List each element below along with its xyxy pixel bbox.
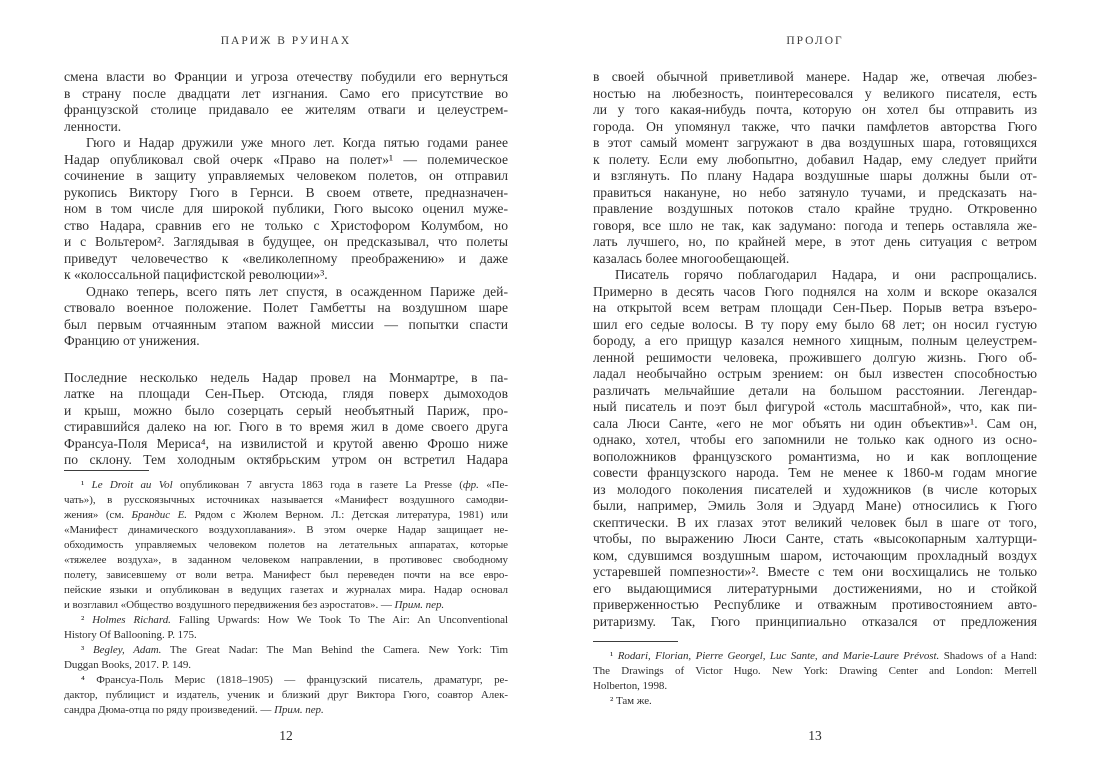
text-line: Гюго и Надар дружили уже много лет. Когда пятью годами ранее: [86, 135, 508, 150]
footnotes: [593, 649, 1037, 709]
page-number: 12: [279, 728, 293, 743]
italic-segment: Begley, Adam.: [92, 644, 162, 656]
footnote-line: пейские языки и опубликован в ведущих газетах и журналах мира. Надар основал: [64, 584, 508, 596]
text-line: рукопись Виктору Гюго в Гернси. В своем ответе, предназначен-: [64, 184, 508, 200]
text-line: лать лучшего, но, по крайней мере, в этот день ситуация с ветром: [593, 234, 1037, 249]
footnotes: [64, 478, 508, 718]
text-line: сочинение в защиту управляемых человеком полетов, он отправил: [64, 168, 508, 183]
footnote-line: ³ Begley, Adam. The Great Nadar: The Man Behind the Camera. New York: Tim: [81, 644, 508, 656]
footnote-line: History Of Ballooning. P. 175.: [64, 629, 197, 641]
text-line: Надар опубликовал свой очерк «Право на полет»¹ — полемическое: [64, 151, 508, 167]
text-line: скептически. В их глазах этот великий человек был в шаге от того,: [593, 514, 1037, 530]
footnote-line: жения» (см. Брандис Е. Рядом с Жюлем Верном. Л.: Детская литература, 1981) или: [64, 509, 508, 521]
text-line: на открытой всем ветрам площади Сен-Пьер. Порыв ветра взъеро-: [593, 300, 1037, 315]
text-line: правление воздушных потоков стало крайне трудно. Откровенно: [593, 201, 1037, 216]
text-line: казалась более многообещающей.: [593, 250, 790, 266]
text-line: совести французского народа. Тем не менее к 1860-м годам многие: [593, 465, 1037, 480]
text-line: в этот самый момент загружают в два воздушных шара, готовящихся: [593, 135, 1037, 150]
italic-segment: Rodari, Florian, Pierre Georgel, Luc Sante, and Marie-Laure Prévost.: [617, 650, 940, 662]
text-line: ленности.: [64, 118, 122, 134]
text-line: ство Надара, сравнив его не только с Христофором Колумбом, но: [64, 217, 508, 233]
italic-segment: Holmes Richard.: [92, 614, 171, 626]
footnote-line: полету, зависевшему от воли ветра. Манифест был переведен почти на все евро-: [64, 569, 508, 581]
text-line: однако, хотел, чтобы его запомнили не только как одного из осно-: [593, 432, 1037, 447]
page-body: [593, 69, 1037, 630]
text-line: различать мельчайшие детали на большом расстоянии. Легендар-: [593, 382, 1037, 398]
footnote-line: The Drawings of Victor Hugo. New York: Drawing Center and London: Merrell: [593, 665, 1037, 677]
text-line: говоря, все шло не так, как задумано: погода и теперь оставляла же-: [593, 217, 1037, 233]
footnote-rule: [64, 470, 149, 471]
text-line: ном в том числе для широкой публики, Гюго высоко оценил муже-: [64, 201, 508, 216]
text-line: сала Люси Санте, «его не мог объять ни один объектив»¹. Сам он,: [593, 415, 1037, 431]
footnote-line: обходимость управляемых человеком полетов на летательных аппаратах, которые: [64, 539, 508, 551]
page-body: [64, 69, 508, 469]
footnote: [64, 643, 508, 673]
text-line: в страну после двадцати лет изгнания. Само его присутствие во: [64, 85, 508, 101]
text-line: ритаризму. Так, Гюго принципиально отказался от предложения: [593, 613, 1037, 629]
page-right: [593, 0, 1037, 783]
text-line: ли у того какая-нибудь почта, которую он хотел бы отправить из: [593, 102, 1037, 117]
paragraph: [64, 284, 508, 350]
text-line: шил его седые волосы. В ту пору ему было 68 лет; он носил густую: [593, 316, 1037, 332]
footnote-block: [64, 470, 508, 718]
italic-segment: Прим. пер.: [394, 599, 445, 611]
text-line: смена власти во Франции и угроза отечеству побудили его вернуться: [64, 69, 508, 84]
text-line: латке на площади Сен-Пьер. Отсюда, глядя поверх дымоходов: [64, 386, 508, 401]
text-line: ком, сдувшимся воздушным шаром, источающим прохладный воздух: [593, 547, 1037, 563]
paragraph: [64, 135, 508, 284]
text-line: Франсуа-Поля Мериса⁴, на извилистой и крутой авеню Фрошо ниже: [64, 435, 508, 451]
italic-segment: Прим. пер.: [274, 704, 324, 716]
footnote: [64, 613, 508, 643]
text-line: Писатель горячо поблагодарил Надара, и они распрощались.: [615, 267, 1037, 282]
text-line: Примерно в десять часов Гюго поднялся на холм и вскоре оказался: [593, 283, 1037, 299]
footnote-line: дактор, публицист и издатель, ученик и близкий друг Виктора Гюго, соавтор Алек-: [64, 689, 508, 701]
running-head: ПАРИЖ В РУИНАХ: [220, 35, 352, 47]
footnote-line: и возглавил «Общество воздушного передвижения без аэростатов». — Прим. пер.: [64, 599, 445, 611]
text-line: ленной решимости человека, прожившего долгую жизнь. Гюго об-: [593, 349, 1037, 365]
text-line: бороду, а его прищур казался немного хищным, полным целеустрем-: [593, 333, 1037, 348]
footnote-line: «тяжелее воздуха», в заданном человеком направлении, в противовес свободному: [64, 554, 508, 566]
text-line: были, например, Эмиль Золя и Эдуард Мане) относились к Гюго: [593, 498, 1037, 513]
footnote-line: «Манифест динамического воздухоплавания». В этом очерке Надар защищает не-: [64, 524, 508, 536]
text-line: правиться накануне, но небо затянуло тучами, и предсказать на-: [593, 184, 1037, 200]
text-line: из молодого поколения писателей и художников (в числе которых: [593, 481, 1037, 497]
footnote: [593, 694, 1037, 709]
italic-segment: Брандис Е.: [131, 509, 188, 521]
text-line: города. Он упомянул также, что пачки памфлетов авторства Гюго: [593, 118, 1037, 134]
text-line: был первым отчаянным этапом важной миссии — попытки спасти: [64, 316, 508, 332]
footnote: [64, 673, 508, 718]
paragraph: [64, 370, 508, 469]
text-line: и крыш, можно было созерцать серый необъятный Париж, про-: [64, 402, 508, 418]
text-line: Францию от унижения.: [64, 333, 200, 348]
text-line: ный писатель и поэт был фигурой «столь масштабной», что, как пи-: [593, 399, 1037, 414]
text-line: приведут человечество к «великолепному преображению» и даже: [64, 250, 508, 266]
footnote-block: [593, 641, 1037, 709]
text-line: Последние несколько недель Надар провел на Монмартре, в па-: [64, 369, 508, 385]
text-line: ностью на любезность, поинтересовался у великого писателя, есть: [593, 85, 1037, 101]
text-line: устаревшей помпезности»². Вместе с тем они восхищались не только: [593, 564, 1037, 579]
text-line: и с Вольтером². Заглядывая в будущее, он предсказывал, что полеты: [64, 234, 508, 249]
text-line: ствовало военное положение. Полет Гамбетты на воздушном шаре: [64, 300, 508, 315]
text-line: стиравшийся далеко на юг. Гюго в то время жил в доме своего друга: [64, 419, 508, 434]
text-line: по склону. Тем холодным октябрьским утром он встретил Надара: [64, 452, 508, 467]
text-line: чтобы, по выражению Люси Санте, стать «высокопарным халтурщи-: [593, 531, 1037, 546]
paragraph: [593, 69, 1037, 267]
footnote-rule: [593, 641, 678, 642]
footnote-line: Duggan Books, 2017. P. 149.: [64, 659, 191, 671]
footnote-line: ¹ Rodari, Florian, Pierre Georgel, Luc Sante, and Marie-Laure Prévost. Shadows of a Hand:: [610, 650, 1037, 662]
text-line: приверженностью Республике и отважным противостоянием авто-: [593, 597, 1037, 612]
footnote-line: Holberton, 1998.: [593, 680, 668, 692]
footnote-line: ² Там же.: [610, 695, 652, 707]
footnote-line: ¹ Le Droit au Vol опубликован 7 августа 1863 года в газете La Presse (фр. «Пе-: [81, 479, 508, 491]
footnote-line: сандра Дюма-отца по ряду произведений. — Прим. пер.: [64, 704, 324, 716]
italic-segment: Le Droit au Vol: [91, 479, 173, 491]
footnote-line: чать»), в русскоязычных источниках называется «Манифест воздушного самодви-: [64, 494, 508, 506]
paragraph: [593, 267, 1037, 630]
text-line: к полету. Если ему любопытно, добавил Надар, ему следует прийти: [593, 151, 1037, 167]
text-line: в своей обычной приветливой манере. Надар же, отвечая любез-: [593, 69, 1037, 84]
footnote-line: ² Holmes Richard. Falling Upwards: How We Took To The Air: An Unconventional: [81, 614, 508, 626]
text-line: французской столице придавало ее жителям отваги и целеустрем-: [64, 102, 508, 117]
italic-segment: фр.: [462, 479, 479, 491]
page-number: 13: [808, 728, 822, 743]
paragraph: [64, 69, 508, 135]
text-line: воположников французского романтизма, но и как воплощение: [593, 448, 1037, 464]
footnote: [64, 478, 508, 613]
footnote-line: ⁴ Франсуа-Поль Мерис (1818–1905) — французский писатель, драматург, ре-: [81, 674, 508, 686]
text-line: Однако теперь, всего пять лет спустя, в осажденном Париже дей-: [86, 283, 508, 299]
page-left: [64, 0, 508, 783]
text-line: его выдающимися литературными достижениями, но и стойкой: [593, 580, 1037, 596]
text-line: к «колоссальной пацифистской революции»³.: [64, 267, 328, 282]
footnote: [593, 649, 1037, 694]
text-line: ладал необычайно острым зрением: он был известен способностью: [593, 366, 1037, 381]
running-head: ПРОЛОГ: [786, 35, 844, 47]
text-line: и взглянуть. По плану Надара воздушные шары должны были от-: [593, 168, 1037, 183]
